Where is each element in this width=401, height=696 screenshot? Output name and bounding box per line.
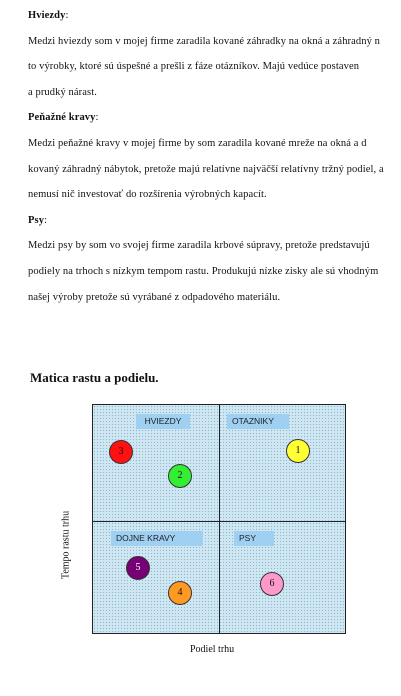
psy-line-3: našej výroby pretože sú vyrábané z odpadového materiálu. (28, 292, 281, 303)
y-axis-label: Tempo rastu trhu (60, 510, 72, 580)
quadrant-label-psy: PSY (234, 531, 274, 546)
quadrant-label-dojne-kravy: DOJNE KRAVY (111, 531, 203, 546)
kravy-colon: : (95, 112, 99, 123)
matrix-item-4: 4 (168, 581, 192, 605)
hviezdy-heading (28, 10, 68, 21)
matrix-item-1: 1 (286, 439, 310, 463)
kravy-line-1: Medzi peňažné kravy v mojej firme by som zaradila kované mreže na okná a d (28, 138, 367, 149)
psy-colon: : (44, 215, 48, 226)
quadrant-label-hviezdy: HVIEZDY (136, 414, 190, 429)
matrix-heading: Matica rastu a podielu. (30, 370, 159, 385)
matrix-item-6: 6 (260, 572, 284, 596)
psy-line-2: podiely na trhoch s nízkym tempom rastu. Produkujú nízke zisky ale sú vhodným (28, 266, 379, 277)
x-axis-label: Podiel trhu (190, 644, 235, 655)
quadrant-label-otazniky: OTAZNIKY (227, 414, 289, 429)
hviezdy-colon: : (65, 10, 69, 21)
kravy-title: Peňažné kravy (28, 112, 96, 123)
hviezdy-title: Hviezdy (28, 10, 66, 21)
kravy-heading (28, 112, 99, 123)
matrix-horizontal-divider (93, 521, 345, 522)
psy-heading (28, 215, 47, 226)
hviezdy-line-2: to výrobky, ktoré sú úspešné a prešli z fáze otázníkov. Majú vedúce postaven (28, 61, 360, 72)
matrix-item-5: 5 (126, 556, 150, 580)
matrix-vertical-divider (219, 405, 220, 633)
kravy-line-3: nemusí nič investovať do rozšírenia výrobných kapacít. (28, 189, 267, 200)
psy-title: Psy (28, 215, 45, 226)
matrix-item-3: 3 (109, 440, 133, 464)
hviezdy-line-3: a prudký nárast. (28, 87, 97, 98)
hviezdy-line-1: Medzi hviezdy som v mojej firme zaradila kované záhradky na okná a záhradný n (28, 36, 381, 47)
matrix-item-2: 2 (168, 464, 192, 488)
psy-line-1: Medzi psy by som vo svojej firme zaradila krbové súpravy, pretože predstavujú (28, 240, 370, 251)
kravy-line-2: kovaný záhradný nábytok, pretože majú relatívne najväčší relatívny tržný podiel, a (28, 164, 384, 175)
bcg-matrix (92, 404, 346, 634)
